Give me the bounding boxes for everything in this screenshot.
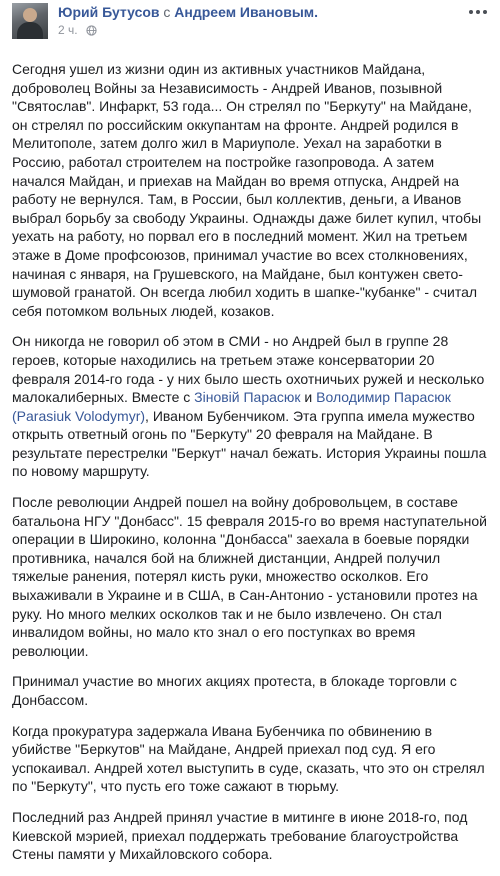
avatar[interactable] <box>12 3 48 39</box>
paragraph-2-text-and: и <box>300 389 317 406</box>
post-timestamp[interactable]: 2 ч. <box>58 23 78 37</box>
mention-link-zinoviy-parasyuk[interactable]: Зіновій Парасюк <box>194 389 301 406</box>
post-header <box>12 3 488 39</box>
post-paragraph-4: Принимал участие во многих акциях протеста, в блокаде торговли с Донбассом. <box>12 673 457 708</box>
paragraph-2-text-b: , Иваном Бубенчиком. Эта группа имела мужество открыть ответный огонь по "Беркуту" 20 февраля на Майдане. В результате перестрелки "Беркут" начал бежать. История Украины пошла по новому маршруту. <box>12 407 487 480</box>
post-paragraph-3: После революции Андрей пошел на войну добровольцем, в составе батальона НГУ "Донбасс". 15 февраля 2015-го во время наступательной операции в Широкино, колонна "Донбасса" заехала в боевые порядки противника, начался бой на ближней дистанции, Андрей получил тяжелые ранения, потерял кисть руки, множество осколков. Его выхаживали в Украине и в США, в Сан-Антонио - установили протез на руку. Но много мелких осколков так и не было извлечено. Он стал инвалидом войны, но мало кто знал о его поступках во время революции. <box>12 494 487 659</box>
post-paragraph-5: Когда прокуратура задержала Ивана Бубенчика по обвинению в убийстве "Беркутов" на Майдане, Андрей приехал под суд. Я его успокаивал. Андрей хотел выступить в суде, сказать, что это он стрелял по "Беркуту", что пусть его тоже сажают в тюрьму. <box>12 722 485 795</box>
more-options-icon[interactable] <box>468 5 488 19</box>
avatar-body <box>17 22 43 39</box>
author-name-link[interactable]: Юрий Бутусов <box>58 4 160 20</box>
post-meta <box>58 22 97 38</box>
avatar-head <box>23 8 37 22</box>
globe-icon[interactable] <box>86 25 97 36</box>
post-paragraph-2 <box>12 332 490 481</box>
paragraph-2-text-a: Он никогда не говорил об этом в СМИ - но Андрей был в группе 28 героев, которые находились на третьем этаже консерватории 20 февраля 2014-го года - у них было шесть охотничьих ружей и несколько малокалиберных. Вместе с <box>12 333 485 406</box>
post-body <box>12 60 490 876</box>
tagged-person-link[interactable]: Андреем Ивановым. <box>174 4 319 20</box>
author-line <box>58 3 318 21</box>
post-paragraph-1: Сегодня ушел из жизни один из активных участников Майдана, доброволец Войны за Независимость - Андрей Иванов, позывной "Святослав". Инфаркт, 53 года... Он стрелял по "Беркуту" на Майдане, он стрелял по российским оккупантам на фронте. Андрей родился в Мелитополе, затем долго жил в Мариуполе. Уехал на заработки в Россию, работал строителем на постройке газопровода. А затем начался Майдан, и приехав на Майдан во время отпуска, Андрей на работу не вернулся. Там, в России, был коллектив, деньги, а Иванов выбрал борьбу за свободу Украины. Однажды даже билет купил, чтобы уехать на работу, но порвал его в последний момент. Жил на третьем этаже в Доме профсоюзов, принимал участие во всех столкновениях, начиная с января, на Грушевского, на Майдане, был контужен свето-шумовой гранатой. Он всегда любил ходить в шапке-"кубанке" - считал себя потомком вольных людей, козаков. <box>12 61 482 319</box>
with-text: с <box>163 4 171 20</box>
post-paragraph-6: Последний раз Андрей принял участие в митинге в июне 2018-го, под Киевской мэрией, приехал поддержать требование благоустройства Стены памяти у Михайловского собора. <box>12 808 468 863</box>
mention-link-volodymyr-parasyuk[interactable]: Володимир Парасюк (Parasiuk Volodymyr) <box>12 389 451 424</box>
